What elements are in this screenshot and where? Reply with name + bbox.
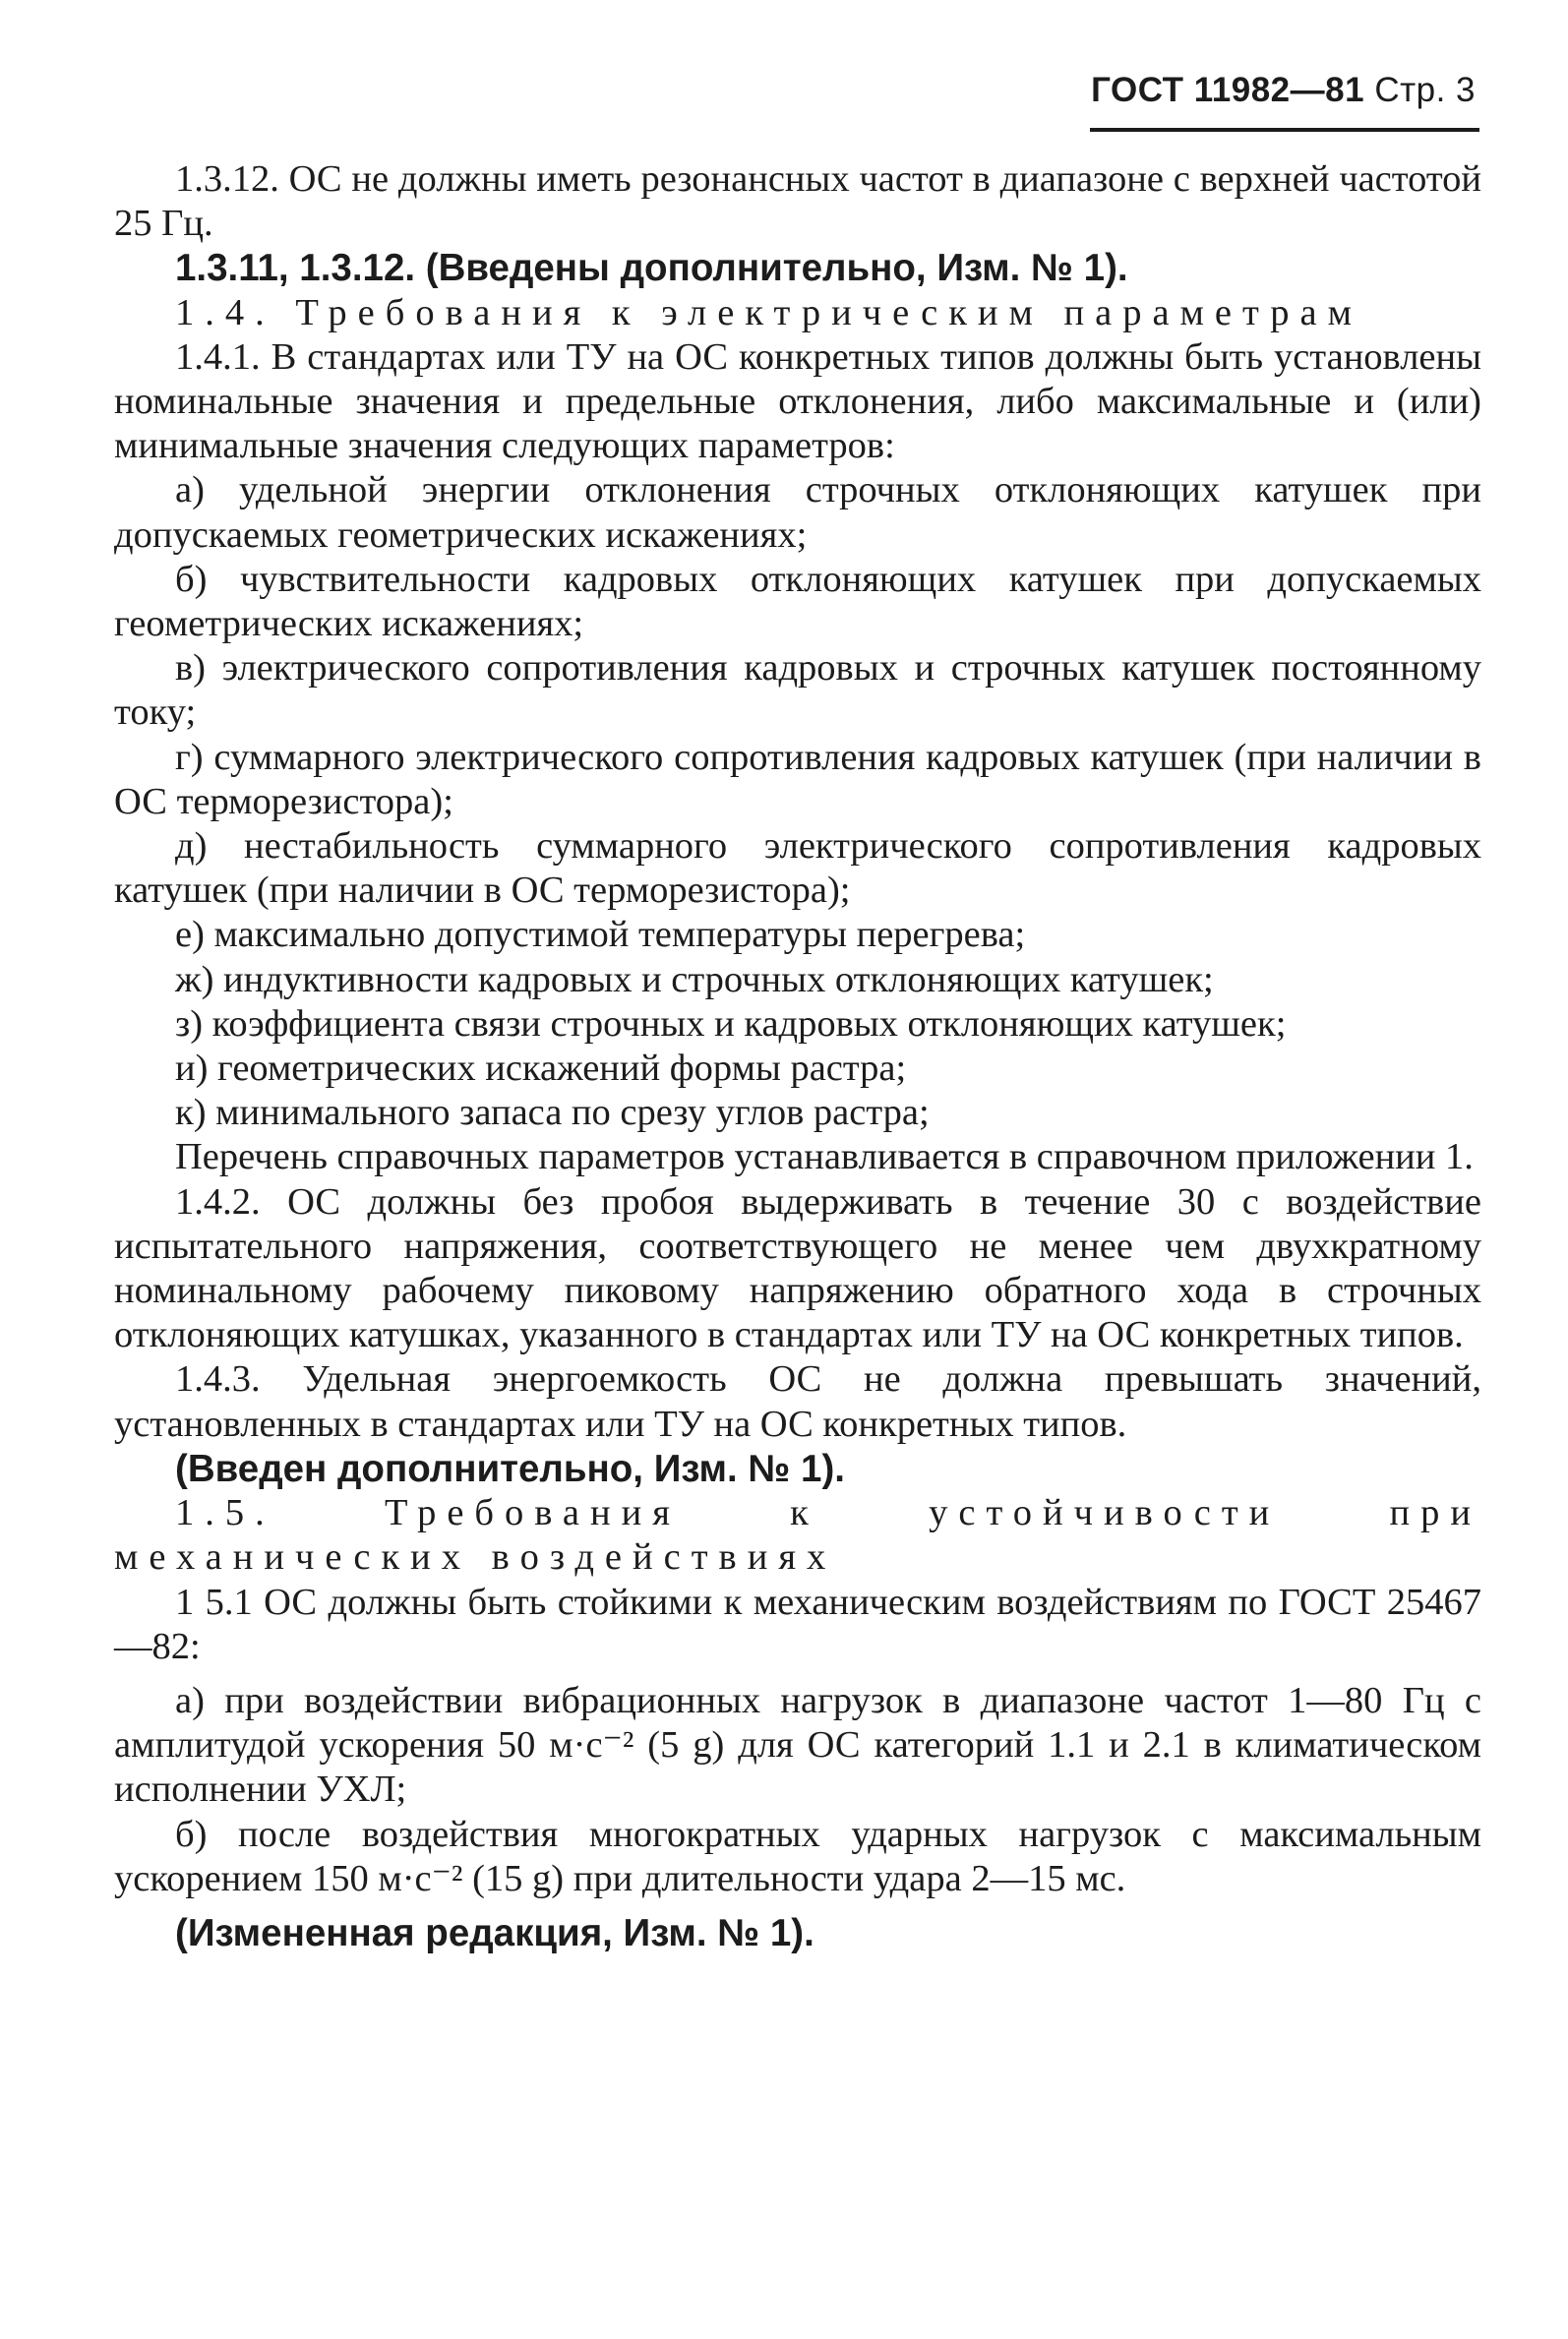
gost-number: ГОСТ 11982—81	[1091, 71, 1365, 109]
list-item-e: е) максимально допустимой температуры перегрева;	[175, 914, 1026, 956]
list-item-zh: ж) индуктивности кадровых и строчных отклоняющих катушек;	[175, 958, 1214, 1000]
list-item-k: к) минимального запаса по срезу углов растра;	[175, 1092, 930, 1134]
amendment-note: (Измененная редакция, Изм. № 1).	[175, 1911, 814, 1954]
paragraph-reference-params: Перечень справочных параметров устанавливается в справочном приложении 1.	[175, 1136, 1474, 1178]
list-item-g: г) суммарного электрического сопротивления кадровых катушек (при наличии в ОС терморезистора);	[114, 736, 1481, 822]
list-item-a: а) удельной энергии отклонения строчных отклоняющих катушек при допускаемых геометрических искажениях;	[114, 469, 1481, 556]
document-body	[114, 157, 1481, 1955]
mechanical-item-b: б) после воздействия многократных ударных нагрузок с максимальным ускорением 150 м·с⁻² (15 g) при длительности удара 2—15 мс.	[114, 1813, 1481, 1899]
page-number: Стр. 3	[1374, 71, 1476, 109]
paragraph-1-4-1: 1.4.1. В стандартах или ТУ на ОС конкретных типов должны быть установлены номинальные значения и предельные отклонения, либо максимальные и (или) минимальные значения следующих параметров:	[114, 335, 1481, 467]
list-item-z: з) коэффициента связи строчных и кадровых отклоняющих катушек;	[175, 1002, 1287, 1045]
paragraph-1-4-3: 1.4.3. Удельная энергоемкость ОС не должна превышать значений, установленных в стандартах или ТУ на ОС конкретных типов.	[114, 1358, 1481, 1445]
section-heading-1-4: 1.4. Требования к электрическим параметрам	[175, 291, 1362, 333]
list-item-v: в) электрического сопротивления кадровых и строчных катушек постоянному току;	[114, 647, 1481, 734]
paragraph-1-3-12: 1.3.12. ОС не должны иметь резонансных частот в диапазоне с верхней частотой 25 Гц.	[114, 158, 1481, 245]
amendment-note: (Введен дополнительно, Изм. № 1).	[175, 1447, 845, 1490]
list-item-d: д) нестабильность суммарного электрического сопротивления кадровых катушек (при наличии в ОС терморезистора);	[114, 825, 1481, 912]
amendment-note: 1.3.11, 1.3.12. (Введены дополнительно, Изм. № 1).	[175, 247, 1128, 290]
list-item-i: и) геометрических искажений формы растра;	[175, 1048, 907, 1090]
list-item-b: б) чувствительности кадровых отклоняющих катушек при допускаемых геометрических искажениях;	[114, 558, 1481, 645]
mechanical-item-a: а) при воздействии вибрационных нагрузок в диапазоне частот 1—80 Гц с амплитудой ускорения 50 м·с⁻² (5 g) для ОС категорий 1.1 и 2.1 в климатическом исполнении УХЛ;	[114, 1679, 1481, 1811]
paragraph-1-4-2: 1.4.2. ОС должны без пробоя выдерживать в течение 30 с воздействие испытательного напряжения, соответствующего не менее чем двухкратному номинальному рабочему пиковому напряжению обратного хода в строчных отклоняющих катушках, указанного в стандартах или ТУ на ОС конкретных типов.	[114, 1180, 1481, 1356]
header-rule	[1090, 128, 1479, 132]
section-heading-1-5: 1.5. Требования к устойчивости при механических воздействиях	[114, 1492, 1481, 1579]
paragraph-1-5-1: 1 5.1 ОС должны быть стойкими к механическим воздействиям по ГОСТ 25467—82:	[114, 1581, 1481, 1667]
page-header	[984, 71, 1476, 110]
